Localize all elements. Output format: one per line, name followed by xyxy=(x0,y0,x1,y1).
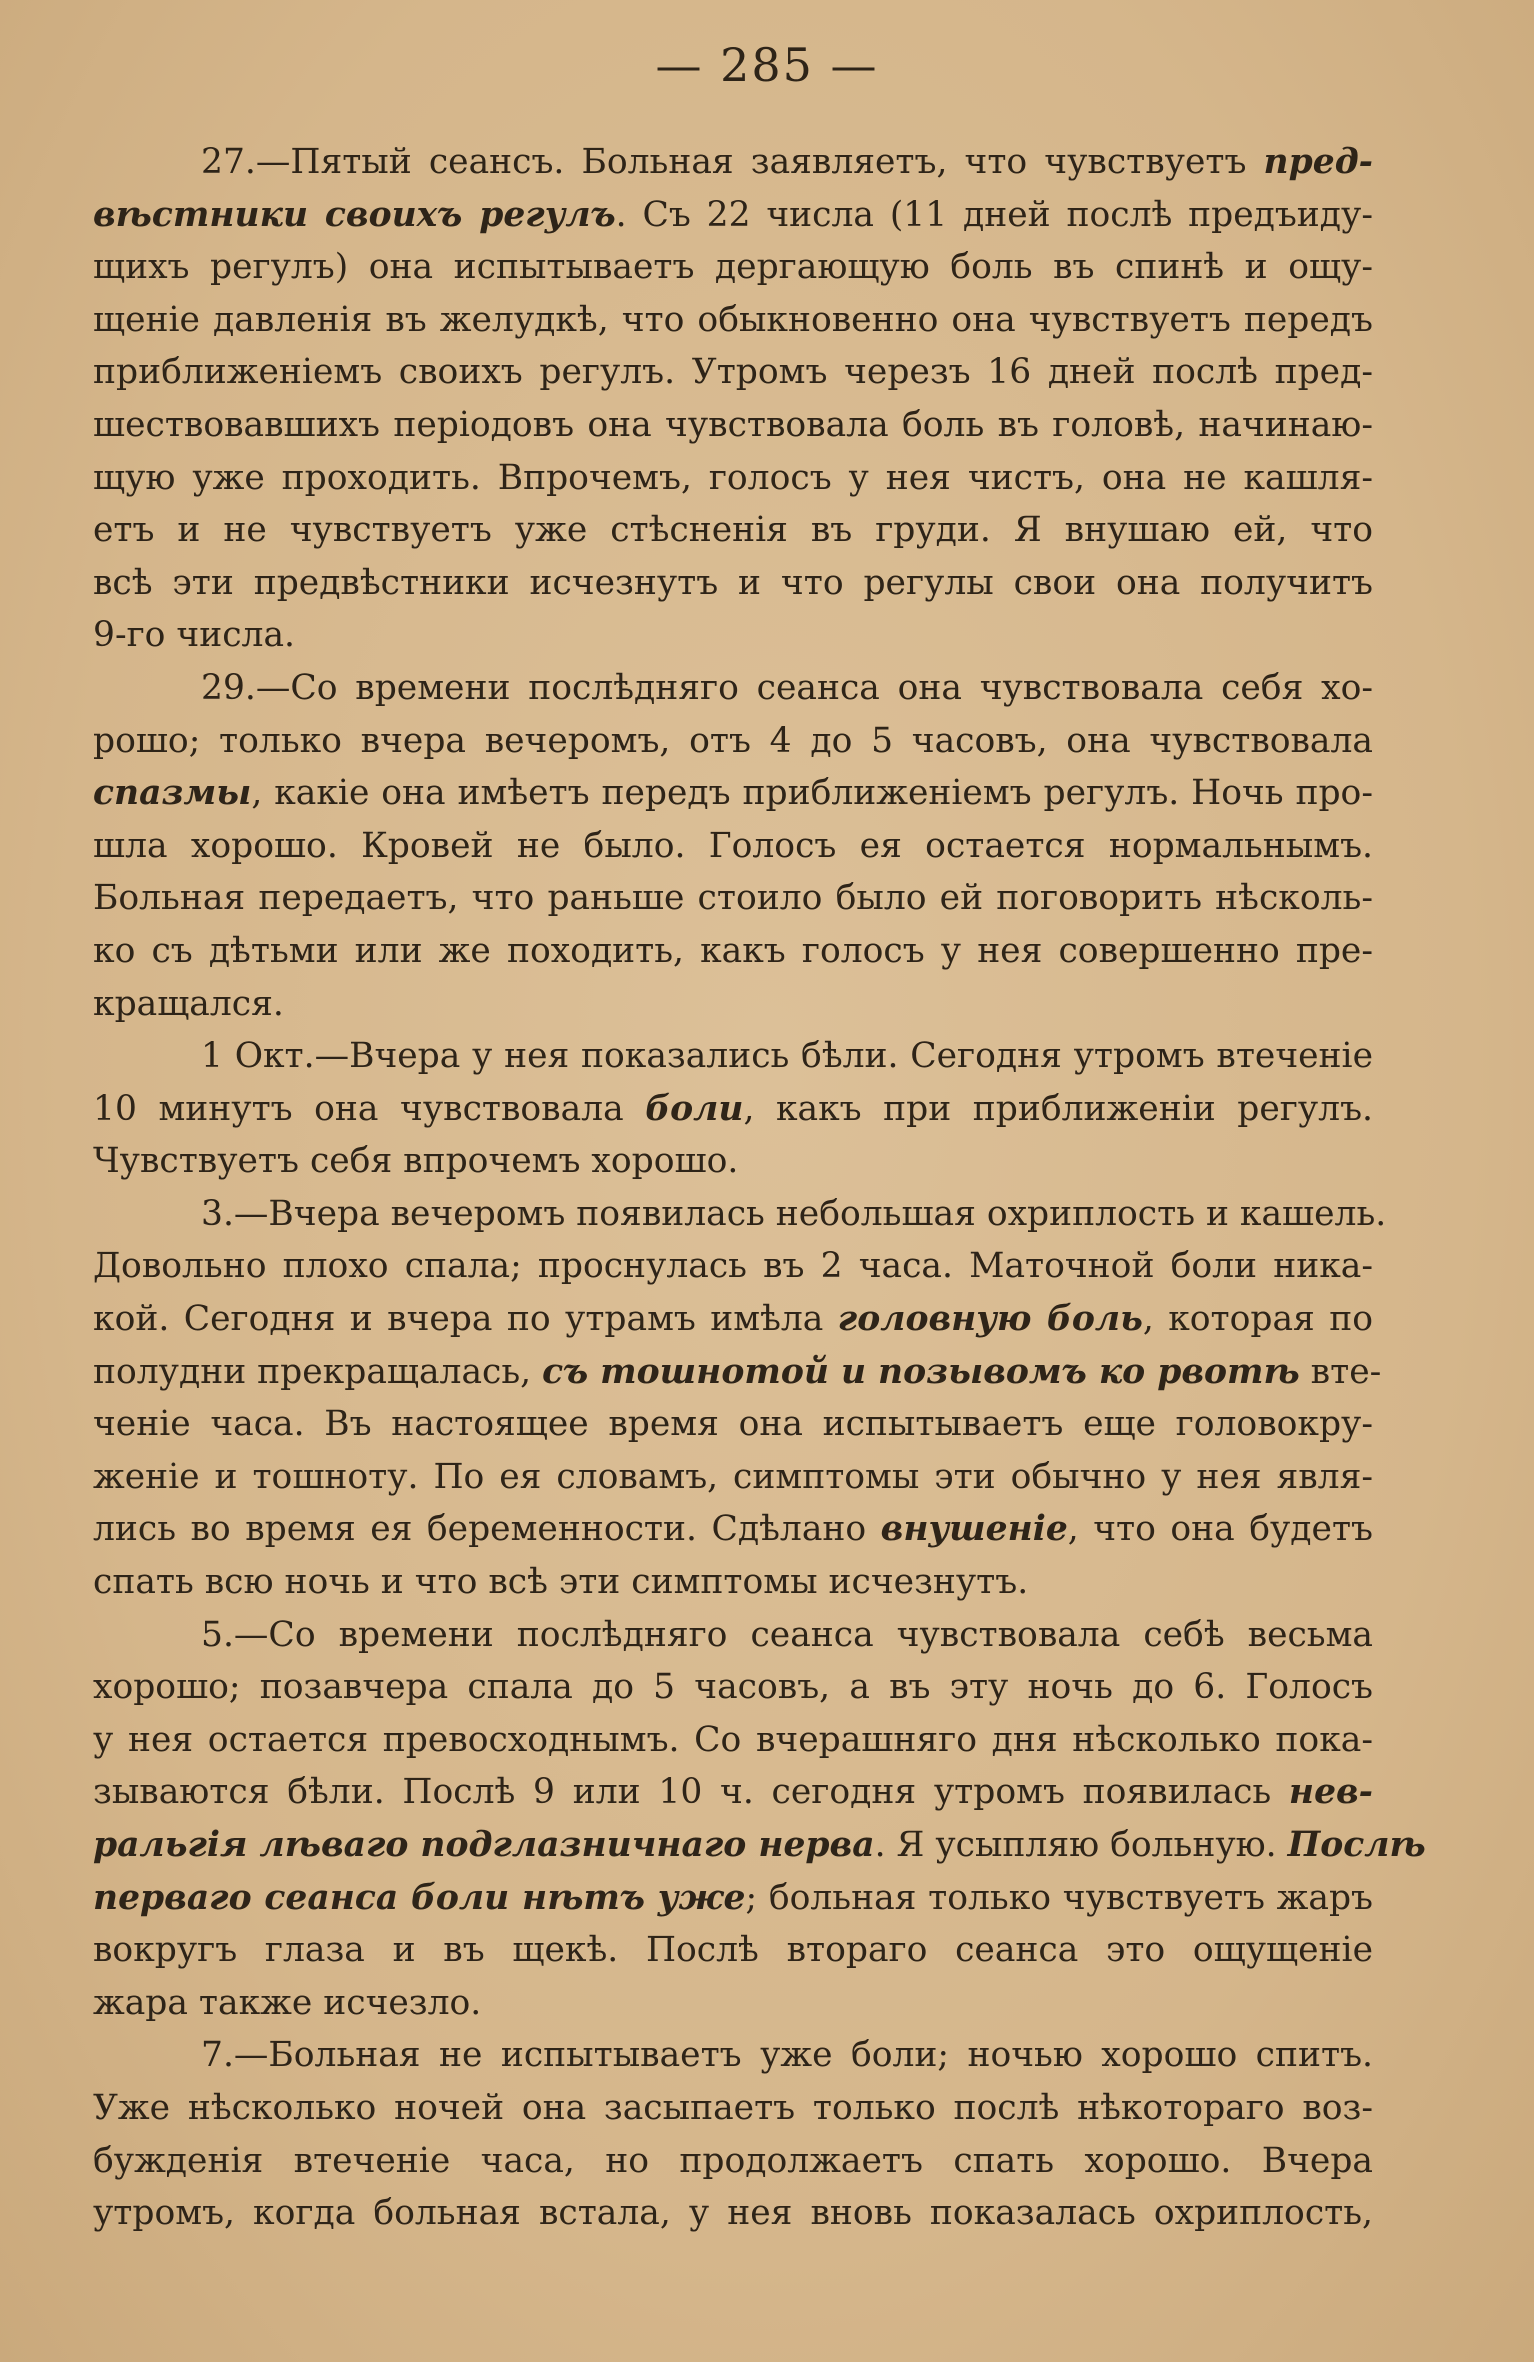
text-line xyxy=(93,557,1373,610)
text-segment: шествовавшихъ періодовъ она чувствовала боль въ головѣ, начинаю- xyxy=(93,404,1373,445)
text-line xyxy=(93,609,1373,662)
text-segment: полудни прекращалась, xyxy=(93,1351,543,1392)
text-segment: Уже нѣсколько ночей она засыпаетъ только послѣ нѣкотораго воз- xyxy=(93,2087,1373,2128)
italic-text: спазмы xyxy=(93,773,252,814)
text-line xyxy=(93,925,1373,978)
text-line xyxy=(93,767,1373,820)
text-segment: 3.—Вчера вечеромъ появилась небольшая охриплость и кашель. xyxy=(201,1193,1387,1234)
text-segment: . Я усыпляю больную. xyxy=(874,1825,1288,1865)
text-line xyxy=(93,136,1373,189)
text-segment: жара также исчезло. xyxy=(93,1982,482,2023)
text-line xyxy=(93,1609,1373,1662)
text-segment: рошо; только вчера вечеромъ, отъ 4 до 5 часовъ, она чувствовала xyxy=(93,720,1373,761)
text-segment: шла хорошо. Кровей не было. Голосъ ея остается нормальнымъ. xyxy=(93,825,1373,866)
body-text xyxy=(93,136,1426,2240)
text-line xyxy=(93,1556,1373,1609)
text-line xyxy=(93,1819,1426,1872)
text-segment: вокругъ глаза и въ щекѣ. Послѣ втораго сеанса это ощущеніе xyxy=(93,1930,1373,1971)
page-number: — 285 — xyxy=(655,38,879,92)
text-line xyxy=(93,820,1373,873)
text-segment: щеніе давленія въ желудкѣ, что обыкновенно она чувствуетъ передъ xyxy=(93,299,1373,340)
text-line xyxy=(93,2082,1373,2135)
text-line xyxy=(93,662,1373,715)
text-segment: хорошо; позавчера спала до 5 часовъ, а въ эту ночь до 6. Голосъ xyxy=(93,1667,1373,1708)
text-segment: женіе и тошноту. По ея словамъ, симптомы эти обычно у нея явля- xyxy=(93,1456,1373,1497)
text-line xyxy=(93,2187,1373,2240)
text-segment: всѣ эти предвѣстники исчезнутъ и что регулы свои она получитъ xyxy=(93,562,1373,603)
italic-text: нев- xyxy=(1288,1772,1373,1813)
text-line xyxy=(93,504,1373,557)
text-line xyxy=(93,1030,1373,1083)
text-line xyxy=(93,1714,1373,1767)
text-segment: 9-го числа. xyxy=(93,615,295,656)
text-line xyxy=(93,1977,1373,2030)
text-segment: Довольно плохо спала; проснулась въ 2 часа. Маточной боли ника- xyxy=(93,1246,1373,1287)
text-segment: у нея остается превосходнымъ. Со вчерашняго дня нѣсколько пока- xyxy=(93,1719,1373,1760)
text-segment: кой. Сегодня и вчера по утрамъ имѣла xyxy=(93,1299,838,1340)
text-segment: щую уже проходить. Впрочемъ, голосъ у нея чистъ, она не кашля- xyxy=(93,457,1373,498)
text-line xyxy=(93,1451,1373,1504)
text-segment: вте- xyxy=(1299,1351,1382,1392)
text-segment: , какіе она имѣетъ передъ приближеніемъ регулъ. Ночь про- xyxy=(251,773,1373,814)
text-line xyxy=(93,241,1373,294)
italic-text: вѣстники своихъ регулъ xyxy=(93,194,616,235)
italic-text: внушеніе xyxy=(880,1509,1068,1550)
text-line xyxy=(93,1661,1373,1714)
text-segment: 10 минутъ она чувствовала xyxy=(93,1088,646,1129)
text-segment: бужденія втеченіе часа, но продолжаетъ спать хорошо. Вчера xyxy=(93,2140,1373,2181)
italic-text: ральгія лѣваго подглазничнаго нерва xyxy=(93,1825,875,1865)
italic-text: съ тошнотой и позывомъ ко рвотѣ xyxy=(542,1351,1300,1392)
text-line xyxy=(93,452,1373,505)
text-segment: етъ и не чувствуетъ уже стѣсненія въ груди. Я внушаю ей, что xyxy=(93,510,1373,551)
text-line xyxy=(93,1766,1373,1819)
text-segment: приближеніемъ своихъ регулъ. Утромъ черезъ 16 дней послѣ пред- xyxy=(93,352,1373,393)
text-line xyxy=(93,1188,1387,1241)
text-segment: 1 Окт.—Вчера у нея показались бѣли. Сегодня утромъ втеченіе xyxy=(201,1036,1373,1077)
text-segment: утромъ, когда больная встала, у нея вновь показалась охриплость, xyxy=(93,2193,1373,2234)
text-line xyxy=(93,2029,1373,2082)
italic-text: головную боль xyxy=(837,1299,1143,1340)
text-line xyxy=(93,1398,1373,1451)
text-segment: лись во время ея беременности. Сдѣлано xyxy=(93,1509,881,1550)
text-line xyxy=(93,346,1373,399)
text-segment: 29.—Со времени послѣдняго сеанса она чувствовала себя хо- xyxy=(201,667,1373,708)
text-line xyxy=(93,1135,1373,1188)
text-segment: ченіе часа. Въ настоящее время она испытываетъ еще головокру- xyxy=(93,1404,1373,1445)
text-line xyxy=(93,1872,1373,1925)
text-segment: зываются бѣли. Послѣ 9 или 10 ч. сегодня утромъ появилась xyxy=(93,1772,1289,1813)
text-line xyxy=(93,1240,1373,1293)
italic-text: боли xyxy=(645,1088,744,1129)
text-line xyxy=(93,2135,1373,2188)
text-segment: , что она будетъ xyxy=(1067,1509,1374,1550)
italic-text: пред- xyxy=(1263,142,1373,182)
text-segment: 27.—Пятый сеансъ. Больная заявляетъ, что чувствуетъ xyxy=(201,142,1264,182)
text-segment: ко съ дѣтьми или же походить, какъ голосъ у нея совершенно пре- xyxy=(93,930,1373,971)
text-line xyxy=(93,294,1373,347)
text-line xyxy=(93,1503,1373,1556)
text-segment: ; больная только чувствуетъ жаръ xyxy=(745,1877,1373,1918)
text-line xyxy=(93,1924,1373,1977)
text-segment: , какъ при приближеніи регулъ. xyxy=(743,1088,1373,1129)
text-line xyxy=(93,978,1373,1031)
text-segment: спать всю ночь и что всѣ эти симптомы исчезнутъ. xyxy=(93,1562,1029,1603)
text-line xyxy=(93,1293,1373,1346)
text-line xyxy=(93,1083,1373,1136)
text-segment: 7.—Больная не испытываетъ уже боли; ночью хорошо спитъ. xyxy=(201,2035,1373,2076)
text-segment: . Съ 22 числа (11 дней послѣ предъиду- xyxy=(615,194,1373,235)
italic-text: перваго сеанса боли нѣтъ уже xyxy=(93,1877,746,1918)
text-line xyxy=(93,399,1373,452)
text-segment: 5.—Со времени послѣдняго сеанса чувствовала себѣ весьма xyxy=(201,1614,1373,1655)
text-line xyxy=(93,189,1373,242)
text-segment: Больная передаетъ, что раньше стоило было ей поговорить нѣсколь- xyxy=(93,878,1373,919)
text-line xyxy=(93,872,1373,925)
text-segment: , которая по xyxy=(1142,1299,1373,1340)
text-line xyxy=(93,1346,1382,1399)
text-segment: кращался. xyxy=(93,983,284,1024)
italic-text: Послѣ xyxy=(1287,1825,1426,1865)
text-line xyxy=(93,715,1373,768)
text-segment: щихъ регулъ) она испытываетъ дергающую боль въ спинѣ и ощу- xyxy=(93,247,1373,288)
text-segment: Чувствуетъ себя впрочемъ хорошо. xyxy=(93,1141,739,1182)
